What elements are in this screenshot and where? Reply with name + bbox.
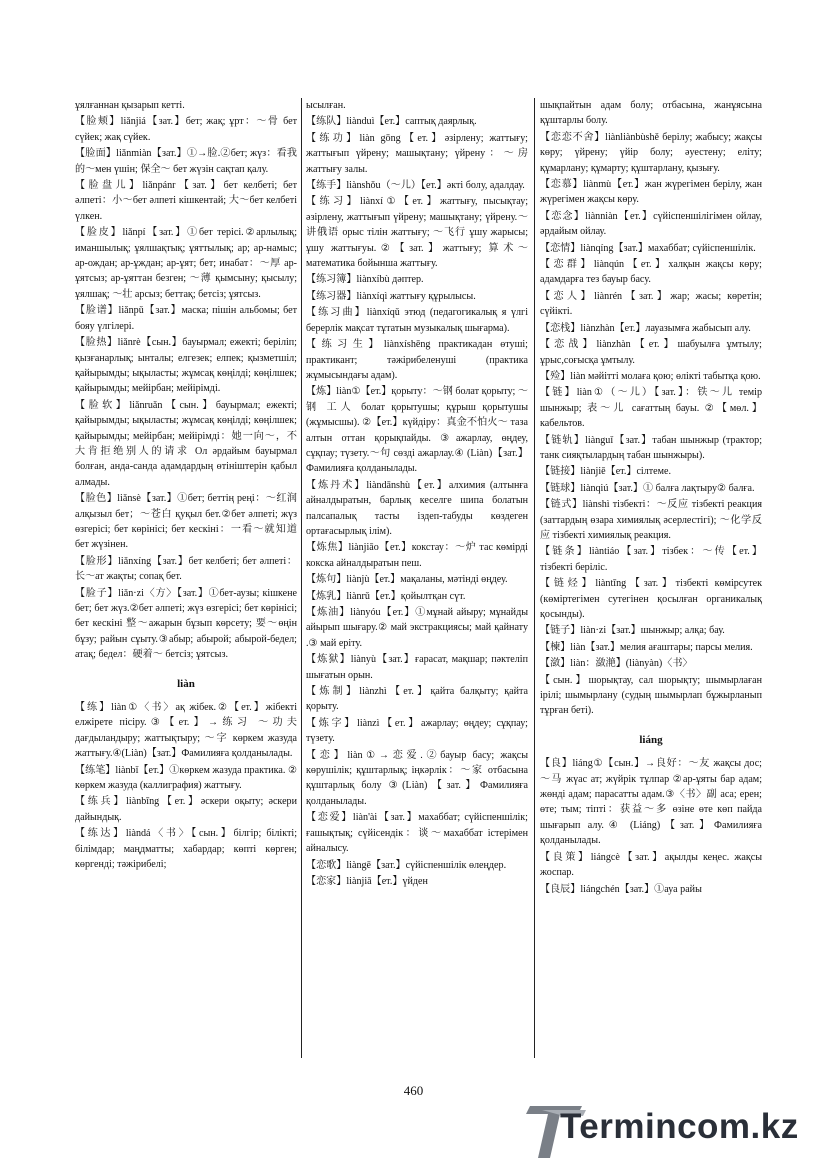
- divider-right: [534, 98, 535, 1058]
- dictionary-entry: 【сын.】шорықтау, сал шорықту; шымырлаған ірілі; шымырлану (судың шымырлап бұжырланып тұрған беті).: [540, 674, 762, 717]
- dictionary-entry: 【良策】liángcè【зат.】ақылды кеңес. жақсы жоспар.: [540, 851, 762, 879]
- dictionary-entry: 【炼狱】liànyù【зат.】ғарасат, мақшар; пәктеліп шығатын орын.: [306, 654, 528, 681]
- dictionary-entry: 【链式】liànshì тізбекті：～反应 тізбекті реакция (заттардың өзара химиялық әсерлестігі); ～化学反应 тізбекті химиялық реакция.: [540, 499, 762, 541]
- dictionary-entry: 【脸皮】liǎnpí【зат.】①бет терісі.②арлылық; иманшылық; ұялшақтық; ұяттылық; ар; ар-намыс; ар-ождан; ар-ұждан; ар-ұят; бет; инабат：～厚 ар-ұятсыз; ар-ұяттан безген; ～薄 қымсыну; қысылу; ұялшақ; ～壮 арсыз; беттақ; бетсіз; ұятсыз.: [75, 227, 297, 300]
- dictionary-entry: 【练手】liànshǒu（～儿）【ет.】әкті болу, адалдау.: [306, 180, 525, 192]
- section-heading-liang: liáng: [639, 733, 663, 746]
- dictionary-entry: 【炼丹术】liàndānshù【ет.】алхимия (алтынға айналдыратын, барлық кеселге шипа болатын палсапалық тасты іздеп-табуды көздеген ортағасырлық ілім).: [306, 479, 528, 537]
- dictionary-entry: 【炼焦】liànjiāo【ет.】кокстау：～炉 тас көмірді кокска айналдыратын пеш.: [306, 542, 528, 569]
- dictionary-entry: 【恋人】liànrén【зат.】жар; жасы; көретін; сүйікті.: [540, 290, 762, 318]
- dictionary-entry: 【练达】liàndá〈书〉【сын.】білгір; білікті; білімдар; маңдматты; хабардар; көпті көрген; көргенді; тәжірибелі;: [75, 828, 297, 871]
- dictionary-entry: 【恋念】liànniàn【ет.】сүйіспеншілігімен ойлау, әрдайым ойлау.: [540, 210, 762, 238]
- dictionary-entry: 【炼乳】liànrǔ【ет.】қойылтқан сүт.: [306, 590, 466, 602]
- logo-text: Termincom.kz: [560, 1107, 799, 1146]
- dictionary-entry: 【练习器】liànxíqì жаттығу құрылысы.: [306, 290, 476, 302]
- dictionary-entry: 【链条】liàntiáo【зат.】тізбек：～传【ет.】тізбекті беріліс.: [540, 546, 762, 573]
- dictionary-entry: 【链子】liàn·zi【зат.】шынжыр; алқа; бау.: [540, 625, 725, 637]
- entries-left-bottom: [75, 700, 297, 872]
- column-left: [75, 98, 297, 874]
- dictionary-entry: 【链烃】liàntīng【зат.】тізбекті көмірсутек (көміртегімен сутегінен қосылған органикалық қосынды).: [540, 578, 762, 620]
- dictionary-entry: 【恋群】liànqún【ет.】халқын жақсы көру; адамдарға тез бауыр басу.: [540, 259, 762, 286]
- dictionary-entry: 【炼】liàn①【ет.】қорыту：～钢 болат қорыту; ～钢 工人 болат қорытушы; құрыш қорытушы (жұмысшы). ②【ет.】күйдіру：真金不怕火～ таза алтын оттан қорықпайды. ③ажарлау, өңдеу, сұқпау; түзету.～句 сөзді ажарлау.④ (Liàn)【зат.】Фамилияға қолданылады.: [306, 386, 528, 475]
- dictionary-entry: 【恋歌】liàngē【зат.】сүйіспеншілік өлеңдер.: [306, 859, 507, 871]
- dictionary-entry: 【恋栈】liànzhàn【ет.】лауазымға жабысып алу.: [540, 322, 751, 334]
- section-heading-lian: liàn: [177, 677, 195, 690]
- entries-right-top: [540, 98, 762, 719]
- dictionary-entry: 【殓】liàn мәйітті молаға қою; өлікті табытқа қою.: [540, 370, 761, 382]
- dictionary-entry: 【练习簿】liànxíbù дәптер.: [306, 274, 424, 286]
- dictionary-entry: 【练功】liàn gōng【ет.】әзірлену; жаттығу; жаттығып үйрену; машықтану; үйрену：～房 жаттығу залы.: [306, 132, 528, 175]
- page-number: 460: [403, 1083, 424, 1098]
- dictionary-entry: 【脸颊】liǎnjiá【зат.】бет; жақ; ұрт：～骨 бет сүйек; жақ сүйек.: [75, 116, 297, 143]
- dictionary-entry: ұялғаннан қызарып кетті.: [75, 100, 185, 111]
- column-middle: [306, 98, 528, 890]
- entries-right-bottom: [540, 756, 762, 897]
- dictionary-entry: 【恋战】liànzhàn【ет.】шабуылға ұмтылу; ұрыс,соғысқа ұмтылу.: [540, 339, 762, 366]
- dictionary-entry: 【炼句】liànjù【ет.】мақаланы, мәтінді өңдеу.: [306, 574, 508, 586]
- dictionary-entry: 【练】liàn①〈书〉ақ жібек.②【ет.】жібекті елжірете пісіру.③【ет.】→练习 ～功夫 дағдыландыру; жаттықтыру; ～字 көркем жазуда жаттығу.④(Liàn)【зат.】Фамилияға қолданылады.: [75, 702, 297, 760]
- dictionary-entry: 【脸子】liǎn·zi〈方〉【зат.】①бет-аузы; кішкене бет; бет жүз.②бет әлпеті; жүз өзгерісі; бет көрінісі; бет кескіні 整～ажарын бұзып көрсету; 要～өңін бұзу; райын сұыту.③абыр; абырой; абырой-бедел; атақ; бедел：硬着～ бетсіз; ұятсыз.: [75, 587, 297, 661]
- dictionary-entry: 【链接】liànjiē【ет.】сілтеме.: [540, 466, 672, 478]
- dictionary-entry: 【恋恋不舍】liànliànbùshě берілу; жабысу; жақсы көру; үйрену; үйір болу; әуестену; еліту; құмарлану; құмарту; құштарлану, қызығу.: [540, 131, 762, 174]
- dictionary-entry: 【脸盘儿】liǎnpánr【зат.】бет келбеті; бет әлпеті：小～бет әлпеті кішкентай; 大～бет келбеті үлкен.: [75, 180, 297, 222]
- dictionary-entry: 【炼字】liànzì【ет.】ажарлау; өңдеу; сұқпау; түзету.: [306, 717, 528, 745]
- column-right: [540, 98, 762, 898]
- entries-middle: [306, 98, 528, 889]
- dictionary-entry: 【链球】liànqiú【зат.】① балға лақтыру② балға.: [540, 482, 755, 494]
- dictionary-entry: 【良】liáng①【сын.】→良好：～友 жақсы дос; ～马 жүас ат; жүйрік тұлпар ②ар-ұяты бар адам; жөнді адам; парасатты адам.③〈书〉副 аса; ерен; өте; тым; тіпті：获益～多 өзіне өте көп пайда шығарып алу.④ (Liáng)【зат.】Фамилияға қолданылады.: [540, 758, 762, 847]
- dictionary-entry: 【脸形】liǎnxíng【зат.】бет келбеті; бет әлпеті：长～ат жақты; сопақ бет.: [75, 555, 297, 583]
- dictionary-entry: 【练习】liànxí①【ет.】жаттығу, пысықтау; әзірлену, жаттығып үйрену; машықтану; үйрену.～ 讲俄语 орыс тілін жаттығу; ～飞行 ұшу жарысы; ұшу жаттығуы.②【зат.】жаттығу; 算术～математика бойынша жаттығу.: [306, 196, 528, 270]
- dictionary-entry: 【练队】liànduì【ет.】саптық даярлық.: [306, 116, 477, 128]
- dictionary-entry: 【练习曲】liànxíqǔ этюд (педагогикалық я үлгі берерлік мақсат тұтатын музыкалық шығарма).: [306, 307, 528, 334]
- dictionary-entry: 【恋情】liànqíng【зат.】махаббат; сүйіспеншілік.: [540, 242, 756, 254]
- dictionary-entry: 【炼制】liànzhì【ет.】қайта балқыту; қайта қорыту.: [306, 686, 528, 713]
- dictionary-entry: ысылған.: [306, 100, 346, 111]
- dictionary-entry: 【练习生】liànxíshēng практикадан өтуші; практикант; тәжірибеленуші (практика жұмысындағы адам).: [306, 339, 528, 381]
- dictionary-entry: 【脸谱】liǎnpǔ【зат.】маска; пішін альбомы; бет бояу үлгілері.: [75, 305, 297, 332]
- dictionary-entry: 【练兵】liànbīng【ет.】әскери оқыту; әскери дайындық.: [75, 796, 297, 823]
- divider-left: [301, 98, 302, 1058]
- dictionary-entry: шықпайтын адам болу; отбасына, жанұясына құштарлы болу.: [540, 100, 762, 127]
- dictionary-entry: 【链】liàn①（～儿）【зат.】：铁～儿 темір шынжыр; 表～儿 сағаттың бауы. ②【мөл.】кабельтов.: [540, 387, 762, 430]
- dictionary-entry: 【脸软】liǎnruǎn【сын.】бауырмал; ежекті; қайырымды; ықыласты; жұмсақ көңілді; көңілшек; қайырымды; мейірбан; мейірімді：她一向～，不大肯拒绝别人的请求 Ол әрдайым бауырмал болған, анда-санда адамдардың өтініштерін қабыл алмады.: [75, 399, 297, 488]
- entries-left-top: [75, 98, 297, 663]
- dictionary-entry: 【良辰】liángchén【зат.】①ауа райы: [540, 883, 702, 895]
- dictionary-entry: 【恋】liàn①→恋爱.②бауыр басу; жақсы көрушілік; құштарлық; іңкәрлік：～家 отбасына құштарлық болу ③(Liàn)【зат.】Фамилияға қолданылады.: [306, 749, 528, 807]
- dictionary-entry: 【练笔】liànbǐ【ет.】①көркем жазуда практика. ② көркем жазуда (каллиграфия) жаттығу.: [75, 764, 297, 792]
- dictionary-entry: 【楝】liàn【зат.】мелия ағаштары; парсы мелия.: [540, 641, 753, 653]
- dictionary-entry: 【恋慕】liànmù【ет.】жан жүрегімен берілу, жан жүрегімен жақсы көру.: [540, 179, 762, 206]
- dictionary-entry: 【炼油】liànyóu【ет.】①мұнай айыру; мұнайды айырып шығару.② май экстракциясы; май қайнату .③ май еріту.: [306, 607, 528, 649]
- dictionary-entry: 【脸面】liǎnmiàn【зат.】①→脸.②бет; жүз：看我的～мен үшін; 保全～ бет жүзін сақтап қалу.: [75, 148, 297, 175]
- dictionary-entry: 【脸热】liǎnrè【сын.】бауырмал; ежекті; беріліп; қызғанарлық; ынталы; елгезек; елпек; қызметшіл; қайырымды; ықыласты; жұмсақ көңілді; көңілшек; қайырымды; мейірбан; мейірімді.: [75, 337, 297, 395]
- dictionary-entry: 【潋】liàn：潋滟】(liànyàn)〈书〉: [540, 658, 693, 670]
- dictionary-entry: 【恋爱】liàn'ài【зат.】махаббат; сүйіспеншілік; ғашықтық; сүйісендік：谈～махаббат істерімен айналысу.: [306, 812, 528, 855]
- dictionary-entry: 【链轨】liànguǐ【зат.】табан шынжыр (трактор; танк сияқтылардың табан шынжыры).: [540, 434, 762, 461]
- dictionary-entry: 【脸色】liǎnsè【зат.】①бет; беттің реңі：～红润 алқызыл бет；～苍白 қуқыл бет.②бет әлпеті; жүз өзгерісі; бет көрінісі; бет кескіні：一看～就知道 бет жүзінен.: [75, 493, 297, 551]
- dictionary-entry: 【恋家】liànjiā【ет.】үйден: [306, 875, 428, 887]
